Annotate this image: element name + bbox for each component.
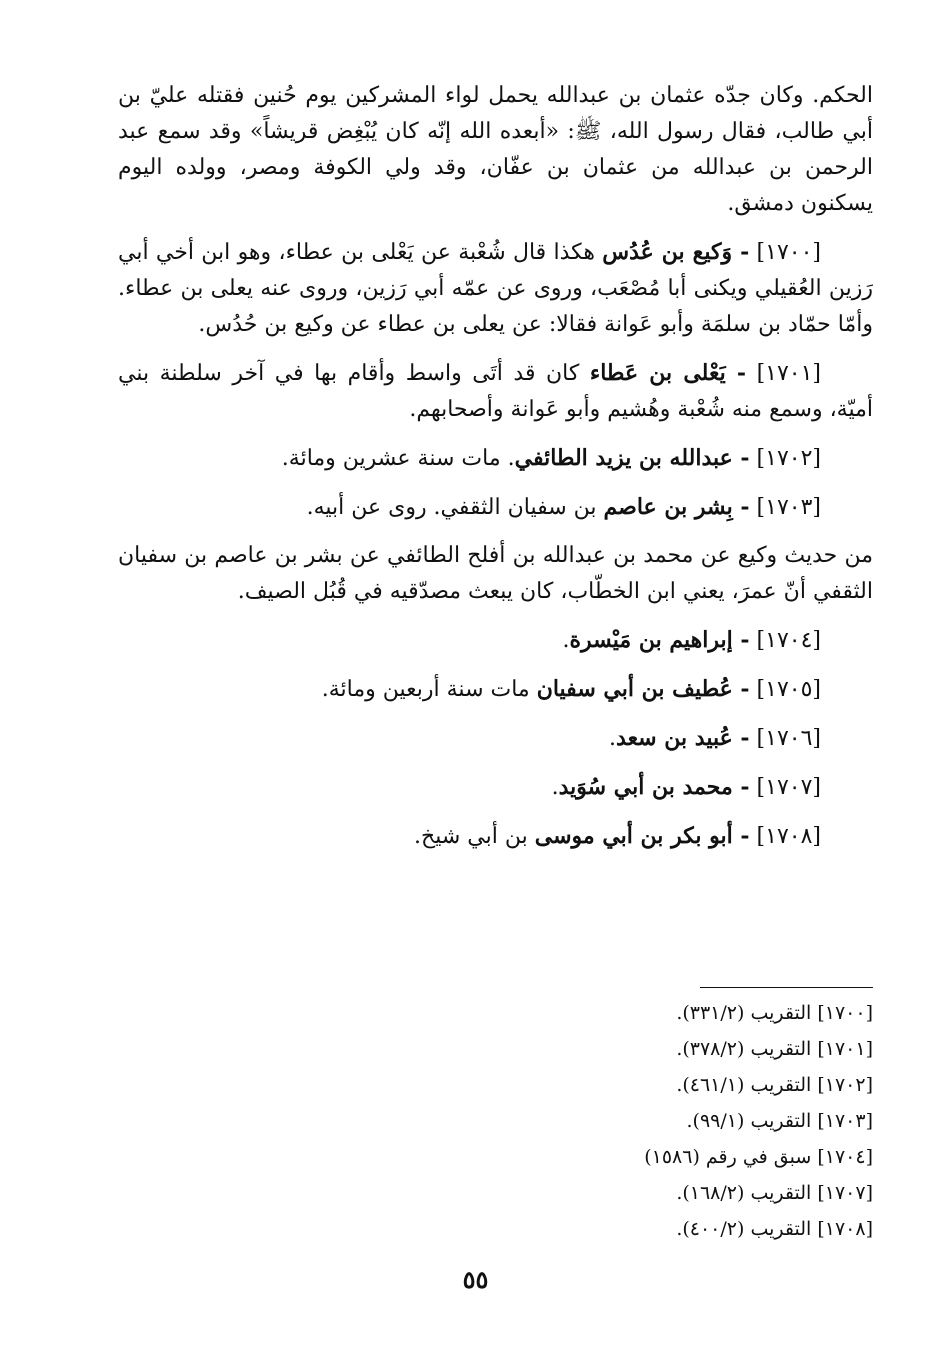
footnote-line: [١٧٠٧] التقريب (١٦٨/٢). bbox=[676, 1182, 873, 1204]
entry-1708 bbox=[118, 818, 873, 855]
paragraph-intro: الحكم. وكان جدّه عثمان بن عبدالله يحمل لواء المشركين يوم حُنين فقتله عليّ بن أبي طالب، فقال رسول الله، ﷺ: «أبعده الله إنّه كان يُبْغِض قريشاً» وقد سمع عبد الرحمن بن عبدالله من عثمان بن عفّان، وقد ولي الكوفة ومصر، وولده اليوم يسكنون دمشق. bbox=[118, 83, 873, 216]
entry-number: [١٧٠٨] bbox=[756, 824, 821, 849]
paragraph-hadith: من حديث وكيع عن محمد بن عبدالله بن أفلح الطائفي عن بشر بن عاصم بن سفيان الثقفي أنّ عمرَ، يعني ابن الخطّاب، كان يبعث مصدّقيه في قُبُل الصيف. bbox=[118, 543, 873, 604]
entry-name: - وَكيع بن عُدُس bbox=[602, 239, 750, 265]
entry-text: . bbox=[551, 775, 559, 800]
entry-1704 bbox=[118, 622, 873, 659]
entry-text: . bbox=[609, 726, 617, 751]
entry-1703 bbox=[118, 489, 873, 526]
entry-text: مات سنة أربعين ومائة. bbox=[321, 677, 537, 702]
entry-number: [١٧٠٦] bbox=[756, 726, 821, 751]
entry-text: هكذا قال شُعْبة عن يَعْلى بن عطاء، وهو ابن أخي أبي رَزين العُقيلي ويكنى أبا مُصْعَب، وروى عن عمّه أبي رَزين، وروى عنه يعلى بن عطاء. وأمّا حمّاد بن سلمَة وأبو عَوانة فقالا: عن يعلى بن عطاء عن وكيع بن حُدُس. bbox=[118, 240, 873, 337]
entry-number: [١٧٠٣] bbox=[756, 495, 821, 520]
footnote-line: [١٧٠١] التقريب (٣٧٨/٢). bbox=[676, 1038, 873, 1060]
footnote-line: [١٧٠٢] التقريب (٤٦١/١). bbox=[676, 1074, 873, 1096]
entry-number: [١٧٠٠] bbox=[756, 240, 821, 265]
footnote-line: [١٧٠٤] سبق في رقم (١٥٨٦) bbox=[644, 1146, 873, 1168]
footnote-divider bbox=[700, 987, 873, 988]
footnote-line: [١٧٠٨] التقريب (٤٠٠/٢). bbox=[676, 1218, 873, 1240]
entry-text: بن أبي شيخ. bbox=[414, 824, 535, 849]
entry-text: بن سفيان الثقفي. روى عن أبيه. bbox=[306, 495, 604, 520]
entry-name: - إبراهيم بن مَيْسرة bbox=[569, 627, 750, 653]
entry-name: - عُطيف بن أبي سفيان bbox=[536, 676, 750, 702]
entry-text: . bbox=[562, 628, 570, 653]
entry-1707 bbox=[118, 769, 873, 806]
entry-name: - بِشر بن عاصم bbox=[603, 494, 750, 520]
footnotes bbox=[400, 995, 873, 1247]
entry-name: - محمد بن أبي سُوَيد bbox=[558, 774, 750, 800]
entry-name: - يَعْلى بن عَطاء bbox=[589, 360, 747, 386]
entry-name: - عبدالله بن يزيد الطائفي bbox=[514, 445, 750, 471]
entry-number: [١٧٠٢] bbox=[756, 446, 821, 471]
footnote-line: [١٧٠٠] التقريب (٣٣١/٢). bbox=[676, 1002, 873, 1024]
entry-name: - عُبيد بن سعد bbox=[616, 725, 750, 751]
entry-name: - أبو بكر بن أبي موسى bbox=[534, 823, 750, 849]
entry-1701 bbox=[118, 355, 873, 428]
entry-number: [١٧٠٤] bbox=[756, 628, 821, 653]
entry-1706 bbox=[118, 720, 873, 757]
entry-number: [١٧٠١] bbox=[756, 361, 822, 386]
footnote-line: [١٧٠٣] التقريب (٩٩/١). bbox=[686, 1110, 873, 1132]
entry-number: [١٧٠٧] bbox=[756, 775, 821, 800]
entry-text: كان قد أتَى واسط وأقام بها في آخر سلطنة بني أميّة، وسمع منه شُعْبة وهُشيم وأبو عَوانة وأصحابهم. bbox=[118, 361, 873, 422]
entry-1705 bbox=[118, 671, 873, 708]
entry-1702 bbox=[118, 440, 873, 477]
entry-1700 bbox=[118, 234, 873, 343]
page-number: ٥٥ bbox=[462, 1265, 489, 1294]
entry-text: . مات سنة عشرين ومائة. bbox=[281, 446, 515, 471]
entry-number: [١٧٠٥] bbox=[756, 677, 821, 702]
main-text bbox=[118, 78, 873, 867]
